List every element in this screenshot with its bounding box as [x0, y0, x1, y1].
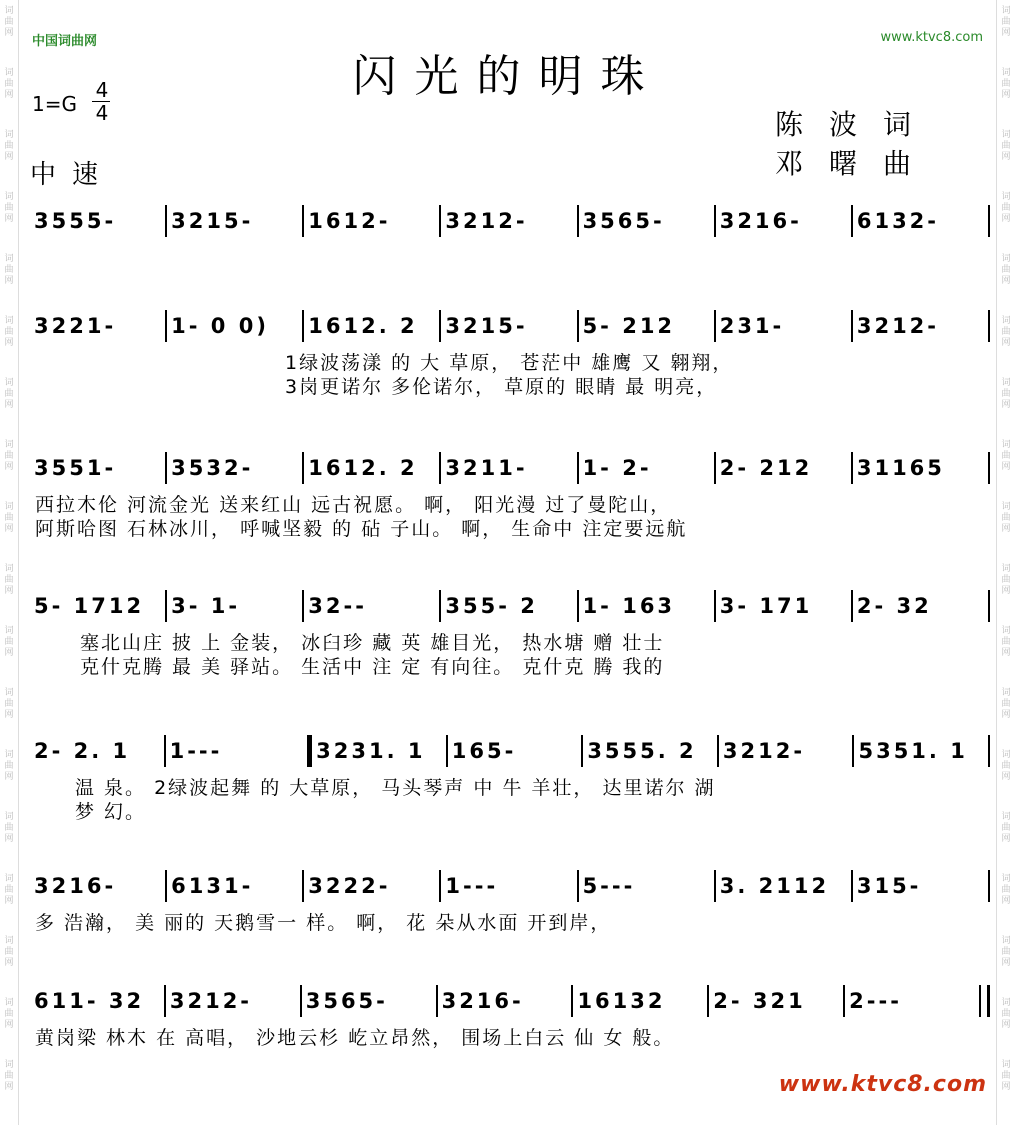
side-watermark-text: 词 曲 网 — [1001, 378, 1011, 410]
right-watermark-strip — [996, 0, 1015, 1125]
bar-line — [988, 205, 990, 237]
side-watermark-text: 词 曲 网 — [4, 812, 14, 844]
lyric-line: 多 浩瀚， 美 丽的 天鹅雪一 样。 啊， 花 朵从水面 开到岸， — [35, 912, 612, 934]
measure: 3212- — [722, 739, 806, 763]
staff-row — [30, 205, 990, 237]
measure: 2--- — [849, 989, 902, 1013]
measure: 1- 2- — [582, 456, 652, 480]
song-title: 闪光的明珠 — [352, 51, 663, 102]
measure-line — [30, 452, 990, 484]
measure: 1--- — [445, 874, 499, 898]
measure: 315- — [856, 874, 922, 898]
measure: 3212- — [856, 314, 940, 338]
lyric-line: 3岗更诺尔 多伦诺尔， 草原的 眼睛 最 明亮， — [285, 376, 718, 398]
side-watermark-text: 词 曲 网 — [1001, 1060, 1011, 1092]
side-watermark-text: 词 曲 网 — [1001, 502, 1011, 534]
side-watermark-text: 词 曲 网 — [1001, 6, 1011, 38]
measure: 1612- — [308, 209, 391, 233]
staff-row — [30, 590, 990, 622]
site-name-left: 中国词曲网 — [32, 34, 98, 49]
lyric-line: 黄岗梁 林木 在 高唱， 沙地云杉 屹立昂然， 围场上白云 仙 女 般。 — [35, 1027, 675, 1049]
site-url-right: www.ktvc8.com — [880, 30, 983, 45]
measure: 5- 1712 — [34, 594, 145, 618]
side-watermark-text: 词 曲 网 — [1001, 812, 1011, 844]
side-watermark-text: 词 曲 网 — [4, 6, 14, 38]
measure: 2- 32 — [856, 594, 932, 618]
staff-row — [30, 310, 990, 342]
side-watermark-text: 词 曲 网 — [1001, 564, 1011, 596]
measure: 16132 — [577, 989, 666, 1013]
side-watermark-text: 词 曲 网 — [4, 378, 14, 410]
lyricist-credit: 陈波词 — [775, 108, 938, 141]
side-watermark-text: 词 曲 网 — [4, 316, 14, 348]
measure-line — [30, 310, 990, 342]
side-watermark-text: 词 曲 网 — [1001, 192, 1011, 224]
side-watermark-text: 词 曲 网 — [1001, 626, 1011, 658]
measure: 3565- — [582, 209, 665, 233]
measure: 3555. 2 — [587, 739, 697, 763]
measure: 32-- — [308, 594, 367, 618]
measure: 3- 1- — [171, 594, 241, 618]
side-watermark-text: 词 曲 网 — [4, 254, 14, 286]
measure: 1612. 2 — [308, 314, 418, 338]
side-watermark-text: 词 曲 网 — [4, 130, 14, 162]
side-watermark-text: 词 曲 网 — [1001, 750, 1011, 782]
side-watermark-text: 词 曲 网 — [4, 192, 14, 224]
key-signature: 1=G — [32, 92, 77, 116]
bar-line — [988, 310, 990, 342]
side-watermark-text: 词 曲 网 — [4, 440, 14, 472]
side-watermark-text: 词 曲 网 — [1001, 688, 1011, 720]
measure: 3231. 1 — [316, 739, 426, 763]
measure: 3212- — [169, 989, 253, 1013]
measure: 3215- — [445, 314, 528, 338]
measure: 3- 171 — [719, 594, 813, 618]
measure: 3211- — [445, 456, 528, 480]
side-watermark-text: 词 曲 网 — [4, 874, 14, 906]
measure: 3222- — [308, 874, 391, 898]
measure: 3216- — [34, 874, 117, 898]
measure: 1612. 2 — [308, 456, 418, 480]
side-watermark-text: 词 曲 网 — [4, 750, 14, 782]
measure: 2- 212 — [719, 456, 813, 480]
measure: 165- — [451, 739, 517, 763]
measure: 3215- — [171, 209, 254, 233]
lyric-line: 温 泉。 2绿波起舞 的 大草原， 马头琴声 中 牛 羊壮， 达里诺尔 湖 — [75, 777, 716, 799]
staff-row — [30, 452, 990, 484]
left-watermark-strip — [0, 0, 19, 1125]
composer-credit: 邓曙曲 — [775, 147, 938, 180]
lyric-line: 克什克腾 最 美 驿站。 生活中 注 定 有向往。 克什克 腾 我的 — [80, 656, 665, 678]
measure-line — [30, 735, 990, 767]
measure-line — [30, 870, 990, 902]
footer-url: www.ktvc8.com — [778, 1072, 987, 1097]
side-watermark-text: 词 曲 网 — [1001, 440, 1011, 472]
measure: 31165 — [856, 456, 945, 480]
measure: 3555- — [34, 209, 117, 233]
measure: 231- — [719, 314, 785, 338]
tempo-marking: 中速 — [30, 160, 115, 190]
measure: 3532- — [171, 456, 254, 480]
time-sig-top: 4 — [95, 78, 109, 102]
measure: 355- 2 — [445, 594, 538, 618]
side-watermark-text: 词 曲 网 — [1001, 874, 1011, 906]
measure: 3551- — [34, 456, 117, 480]
side-watermark-text: 词 曲 网 — [4, 936, 14, 968]
measure: 1- 0 0) — [171, 314, 269, 338]
measure: 2- 2. 1 — [34, 739, 131, 763]
lyric-line: 1绿波荡漾 的 大 草原， 苍茫中 雄鹰 又 翱翔， — [285, 352, 734, 374]
side-watermark-text: 词 曲 网 — [1001, 254, 1011, 286]
measure: 1- 163 — [582, 594, 676, 618]
measure: 3565- — [305, 989, 388, 1013]
staff-row — [30, 870, 990, 902]
measure: 1--- — [169, 739, 223, 763]
side-watermark-text: 词 曲 网 — [4, 998, 14, 1030]
side-watermark-text: 词 曲 网 — [1001, 998, 1011, 1030]
side-watermark-text: 词 曲 网 — [1001, 936, 1011, 968]
measure: 611- 32 — [34, 989, 145, 1013]
measure-line — [30, 985, 990, 1017]
staff-row — [30, 735, 990, 767]
measure: 3216- — [719, 209, 802, 233]
side-watermark-text: 词 曲 网 — [4, 68, 14, 100]
measure: 3. 2112 — [719, 874, 830, 898]
measure: 3216- — [441, 989, 524, 1013]
staff-row — [30, 985, 990, 1017]
bar-line — [979, 985, 990, 1017]
side-watermark-text: 词 曲 网 — [4, 626, 14, 658]
measure-line — [30, 590, 990, 622]
bar-line — [988, 590, 990, 622]
measure: 6132- — [856, 209, 940, 233]
measure: 3212- — [445, 209, 528, 233]
measure: 5351. 1 — [858, 739, 968, 763]
time-sig-bottom: 4 — [95, 101, 109, 125]
bar-line — [988, 735, 990, 767]
measure: 6131- — [171, 874, 254, 898]
lyric-line: 梦 幻。 — [75, 801, 147, 823]
measure: 5- 212 — [582, 314, 676, 338]
side-watermark-text: 词 曲 网 — [4, 688, 14, 720]
lyric-line: 西拉木伦 河流金光 送来红山 远古祝愿。 啊， 阳光漫 过了曼陀山， — [35, 494, 672, 516]
side-watermark-text: 词 曲 网 — [4, 564, 14, 596]
measure: 2- 321 — [713, 989, 806, 1013]
side-watermark-text: 词 曲 网 — [4, 502, 14, 534]
bar-line — [988, 452, 990, 484]
time-signature — [92, 79, 112, 124]
lyric-line: 塞北山庄 披 上 金装， 冰臼珍 藏 英 雄目光， 热水塘 赠 壮士 — [80, 632, 665, 654]
side-watermark-text: 词 曲 网 — [1001, 130, 1011, 162]
measure: 5--- — [582, 874, 636, 898]
side-watermark-text: 词 曲 网 — [1001, 316, 1011, 348]
lyric-line: 阿斯哈图 石林冰川， 呼喊坚毅 的 砧 子山。 啊， 生命中 注定要远航 — [35, 518, 688, 540]
measure-line — [30, 205, 990, 237]
bar-line — [988, 870, 990, 902]
measure: 3221- — [34, 314, 117, 338]
side-watermark-text: 词 曲 网 — [1001, 68, 1011, 100]
bar-line — [299, 735, 312, 767]
side-watermark-text: 词 曲 网 — [4, 1060, 14, 1092]
